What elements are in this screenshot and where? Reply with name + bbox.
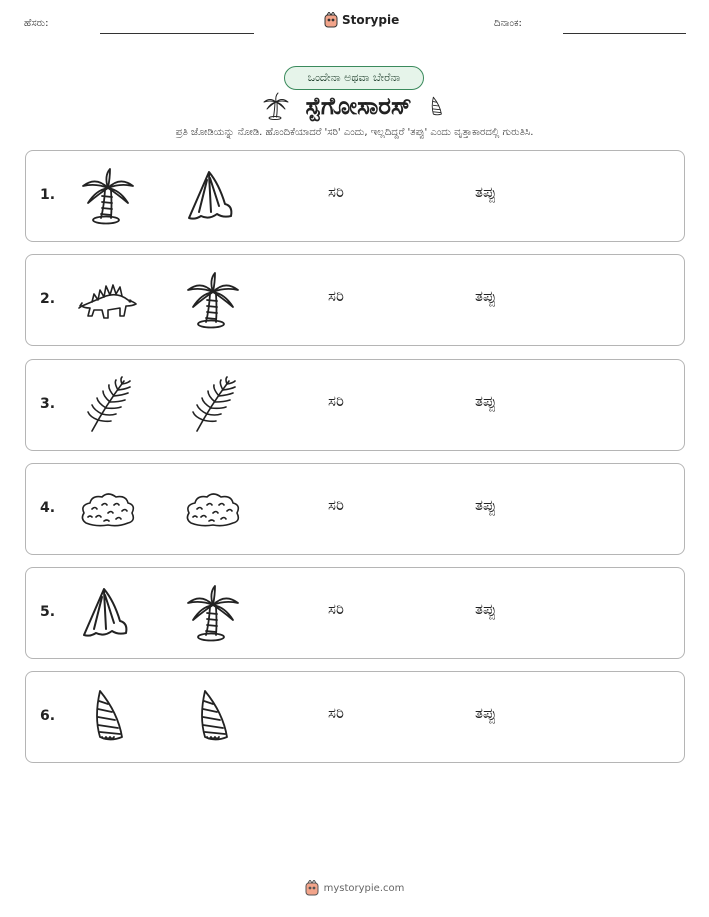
question-row <box>25 567 685 659</box>
option-correct[interactable]: ಸರಿ <box>328 600 344 619</box>
option-wrong[interactable]: ತಪ್ಪು <box>475 495 497 514</box>
question-number: 5. <box>40 604 56 621</box>
name-label: ಹೆಸರು: <box>24 18 49 29</box>
date-label: ದಿನಾಂಕ: <box>494 18 522 29</box>
footer-url: mystorypie.com <box>323 882 405 894</box>
name-line[interactable] <box>100 33 254 34</box>
stegosaurus-icon <box>78 270 138 330</box>
left-picture <box>78 583 138 643</box>
left-picture <box>78 479 138 539</box>
brand-name: Storypie <box>342 13 400 27</box>
question-row <box>25 463 685 555</box>
right-picture <box>183 270 243 330</box>
question-number: 2. <box>40 291 56 308</box>
bush-icon <box>78 479 138 539</box>
horn-icon <box>78 687 138 747</box>
fern-leaf-icon <box>78 375 138 435</box>
palm-tree-icon <box>261 90 291 122</box>
option-correct[interactable]: ಸರಿ <box>328 287 344 306</box>
left-picture <box>78 375 138 435</box>
left-picture <box>78 270 138 330</box>
palm-tree-icon <box>183 270 243 330</box>
brand-logo <box>324 12 399 28</box>
question-row <box>25 254 685 346</box>
storypie-mascot-icon <box>324 12 338 28</box>
palm-tree-icon <box>78 166 138 226</box>
storypie-mascot-icon <box>305 880 319 896</box>
shell-icon <box>78 583 138 643</box>
question-number: 4. <box>40 499 56 516</box>
title-row <box>0 87 709 125</box>
option-wrong[interactable]: ತಪ್ಪು <box>475 287 497 306</box>
instructions: ಪ್ರತಿ ಜೋಡಿಯನ್ನು ನೋಡಿ. ಹೊಂದಿಕೆಯಾದರೆ 'ಸರಿ' ಎಂದು, ಇಲ್ಲದಿದ್ದರೆ 'ತಪ್ಪು' ಎಂದು ವೃತ್ತಾಕಾರದಲ್ಲಿ ಗುರುತಿಸಿ. <box>175 127 534 138</box>
activity-type-pill: ಒಂದೇನಾ ಅಥವಾ ಬೇರೆನಾ <box>284 66 424 90</box>
right-picture <box>183 687 243 747</box>
bush-icon <box>183 479 243 539</box>
question-number: 3. <box>40 395 56 412</box>
page-title: ಸ್ಟೆಗೋಸಾರಸ್ <box>305 92 412 120</box>
right-picture <box>183 479 243 539</box>
option-correct[interactable]: ಸರಿ <box>328 495 344 514</box>
shell-icon <box>183 166 243 226</box>
question-row <box>25 150 685 242</box>
option-wrong[interactable]: ತಪ್ಪು <box>475 600 497 619</box>
question-number: 6. <box>40 708 56 725</box>
horn-icon <box>426 90 448 122</box>
option-wrong[interactable]: ತಪ್ಪು <box>475 704 497 723</box>
option-wrong[interactable]: ತಪ್ಪು <box>475 183 497 201</box>
palm-tree-icon <box>183 583 243 643</box>
left-picture <box>78 166 138 226</box>
option-wrong[interactable]: ತಪ್ಪು <box>475 391 497 410</box>
option-correct[interactable]: ಸರಿ <box>328 704 344 723</box>
right-picture <box>183 166 243 226</box>
question-row <box>25 359 685 451</box>
question-list <box>25 150 685 776</box>
left-picture <box>78 687 138 747</box>
question-number: 1. <box>40 187 56 203</box>
right-picture <box>183 583 243 643</box>
option-correct[interactable]: ಸರಿ <box>328 183 344 201</box>
right-picture <box>183 375 243 435</box>
fern-leaf-icon <box>183 375 243 435</box>
date-line[interactable] <box>563 33 686 34</box>
horn-icon <box>183 687 243 747</box>
option-correct[interactable]: ಸರಿ <box>328 391 344 410</box>
question-row <box>25 671 685 763</box>
footer <box>0 880 709 896</box>
